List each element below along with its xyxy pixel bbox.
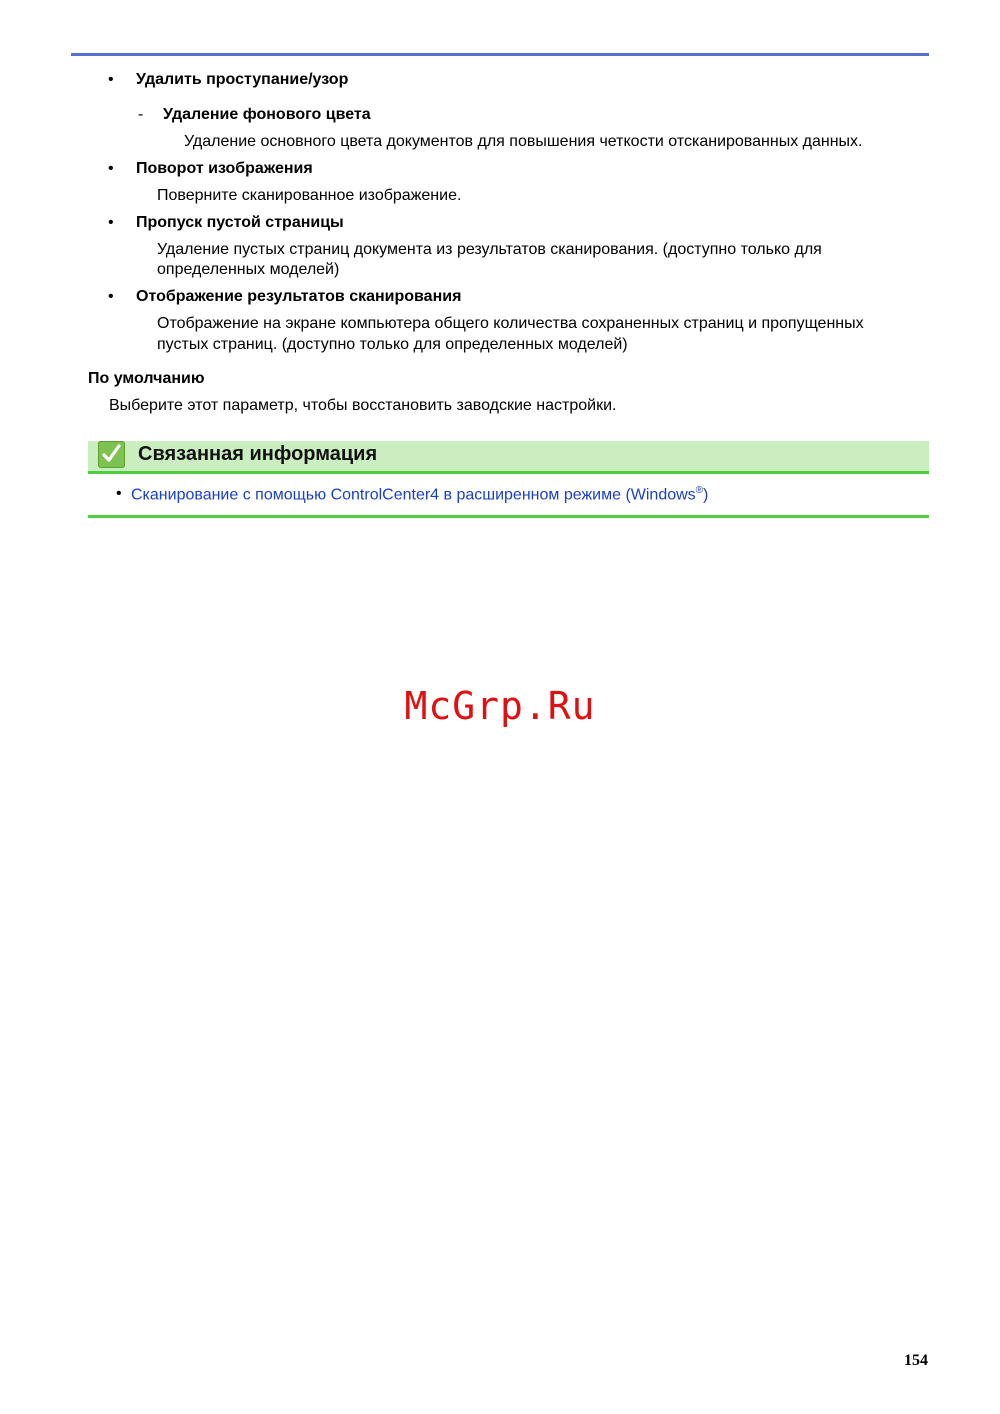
item-title-skip-blank: Пропуск пустой страницы (136, 214, 344, 231)
item-desc-rotate: Поверните сканированное изображение. (157, 187, 462, 204)
default-desc: Выберите этот параметр, чтобы восстановить заводские настройки. (109, 397, 617, 414)
bullet-icon: • (108, 288, 114, 305)
bottom-rule (88, 515, 929, 518)
subitem-desc-bg-removal: Удаление основного цвета документов для повышения четкости отсканированных данных. (184, 133, 863, 150)
watermark: McGrp.Ru (404, 684, 596, 728)
registered-mark: ® (695, 485, 704, 496)
related-link-close: ) (703, 486, 709, 504)
item-desc-show-results-line1: Отображение на экране компьютера общего количества сохраненных страниц и пропущенных (157, 315, 864, 332)
item-desc-skip-blank-line1: Удаление пустых страниц документа из результатов сканирования. (доступно только для (157, 241, 822, 258)
item-title-show-results: Отображение результатов сканирования (136, 288, 462, 305)
related-info-header (88, 441, 929, 474)
bullet-icon: • (108, 214, 114, 231)
item-title-remove-bleed: Удалить проступание/узор (136, 71, 349, 88)
bullet-icon: • (108, 160, 114, 177)
checkmark-icon (98, 441, 125, 468)
bullet-icon: • (108, 71, 114, 88)
item-title-rotate: Поворот изображения (136, 160, 313, 177)
bullet-icon: • (116, 485, 122, 502)
related-info-title: Связанная информация (138, 443, 378, 465)
item-desc-skip-blank-line2: определенных моделей) (157, 261, 340, 278)
item-desc-show-results-line2: пустых страниц. (доступно только для определенных моделей) (157, 336, 628, 353)
related-link[interactable] (131, 485, 708, 504)
subitem-title-bg-removal: Удаление фонового цвета (163, 106, 371, 123)
page-number: 154 (904, 1352, 928, 1369)
top-rule (71, 53, 929, 56)
related-link-text: Сканирование с помощью ControlCenter4 в расширенном режиме (Windows (131, 486, 696, 504)
dash-icon: - (138, 106, 144, 123)
default-title: По умолчанию (88, 370, 205, 387)
